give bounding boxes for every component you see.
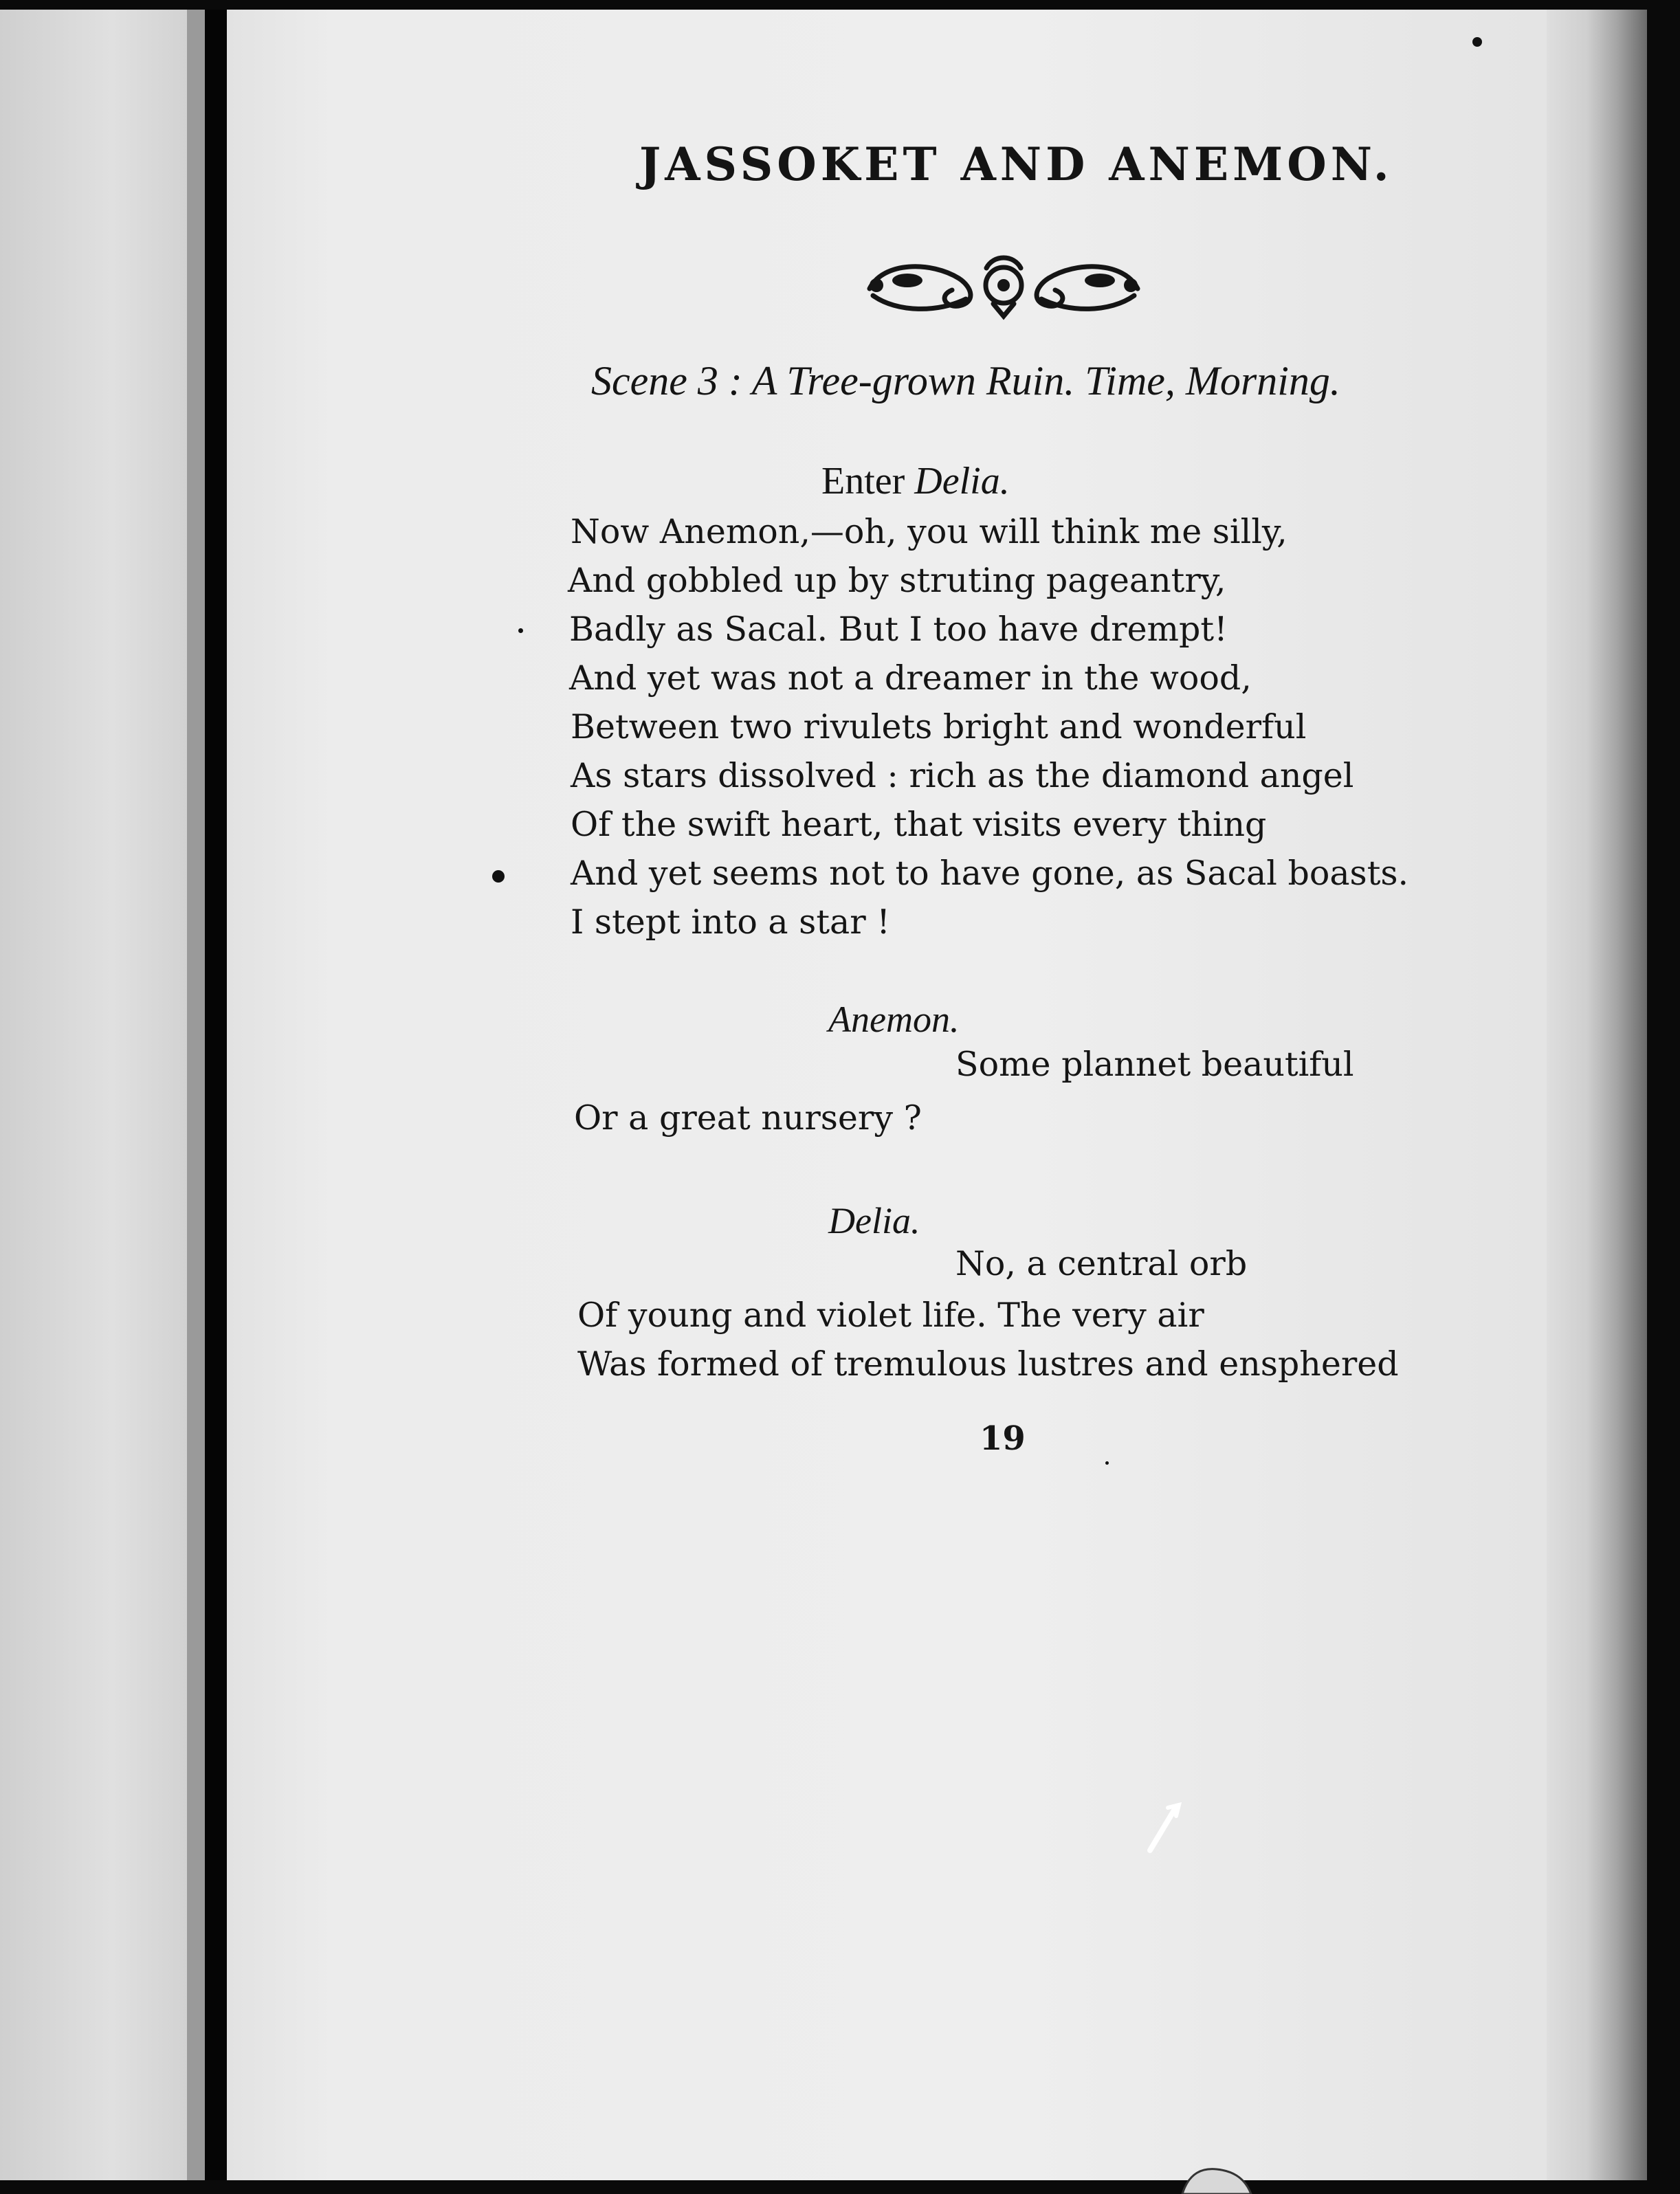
verse-line: And gobbled up by struting pageantry, [568,561,1226,600]
speaker-name: Anemon. [828,999,960,1040]
verse-line: Badly as Sacal. But I too have drempt! [569,610,1228,649]
verse-line: Some plannet beautiful [955,1045,1354,1084]
verse-line: And yet was not a dreamer in the wood, [569,658,1252,698]
verse-line: And yet seems not to have gone, as Sacal boasts. [571,854,1409,893]
page-spine [187,10,205,2180]
speaker-name: Delia. [828,1200,920,1241]
verse-line: Of the swift heart, that visits every thing [571,805,1267,844]
ink-speck [1472,37,1482,47]
scan-border-right [1647,0,1680,2194]
verse-line: Was formed of tremulous lustres and ensphered [577,1344,1399,1384]
book-gutter [205,10,227,2180]
verse-line: Of young and violet life. The very air [577,1296,1204,1335]
stage-direction-verb: Enter [821,460,905,502]
ink-speck [518,628,523,633]
paper-scratch [1145,1801,1186,1856]
scan-border-top [0,0,1680,10]
scene-heading: Scene 3 : A Tree-grown Ruin. Time, Morning. [591,358,1340,403]
facing-page [0,10,187,2180]
verse-line: No, a central orb [955,1244,1248,1283]
verse-line: Now Anemon,—oh, you will think me silly, [571,512,1287,551]
page-edge-shadow [1547,10,1647,2180]
verse-line: As stars dissolved : rich as the diamond angel [571,756,1354,795]
page-tear [1179,2165,1255,2194]
ink-speck [1105,1461,1109,1465]
page-title: JASSOKET AND ANEMON. [639,137,1393,191]
scan-border-bottom [0,2180,1680,2194]
page-number: 19 [980,1419,1026,1458]
stage-direction-character: Delia. [914,460,1010,502]
verse-line: Or a great nursery ? [574,1098,922,1138]
stage-direction [821,459,1010,503]
book-page [227,10,1547,2180]
ink-speck [492,870,505,883]
verse-line: I stept into a star ! [571,902,890,942]
scroll-ornament-icon [856,247,1151,323]
verse-line: Between two rivulets bright and wonderful [571,707,1307,746]
